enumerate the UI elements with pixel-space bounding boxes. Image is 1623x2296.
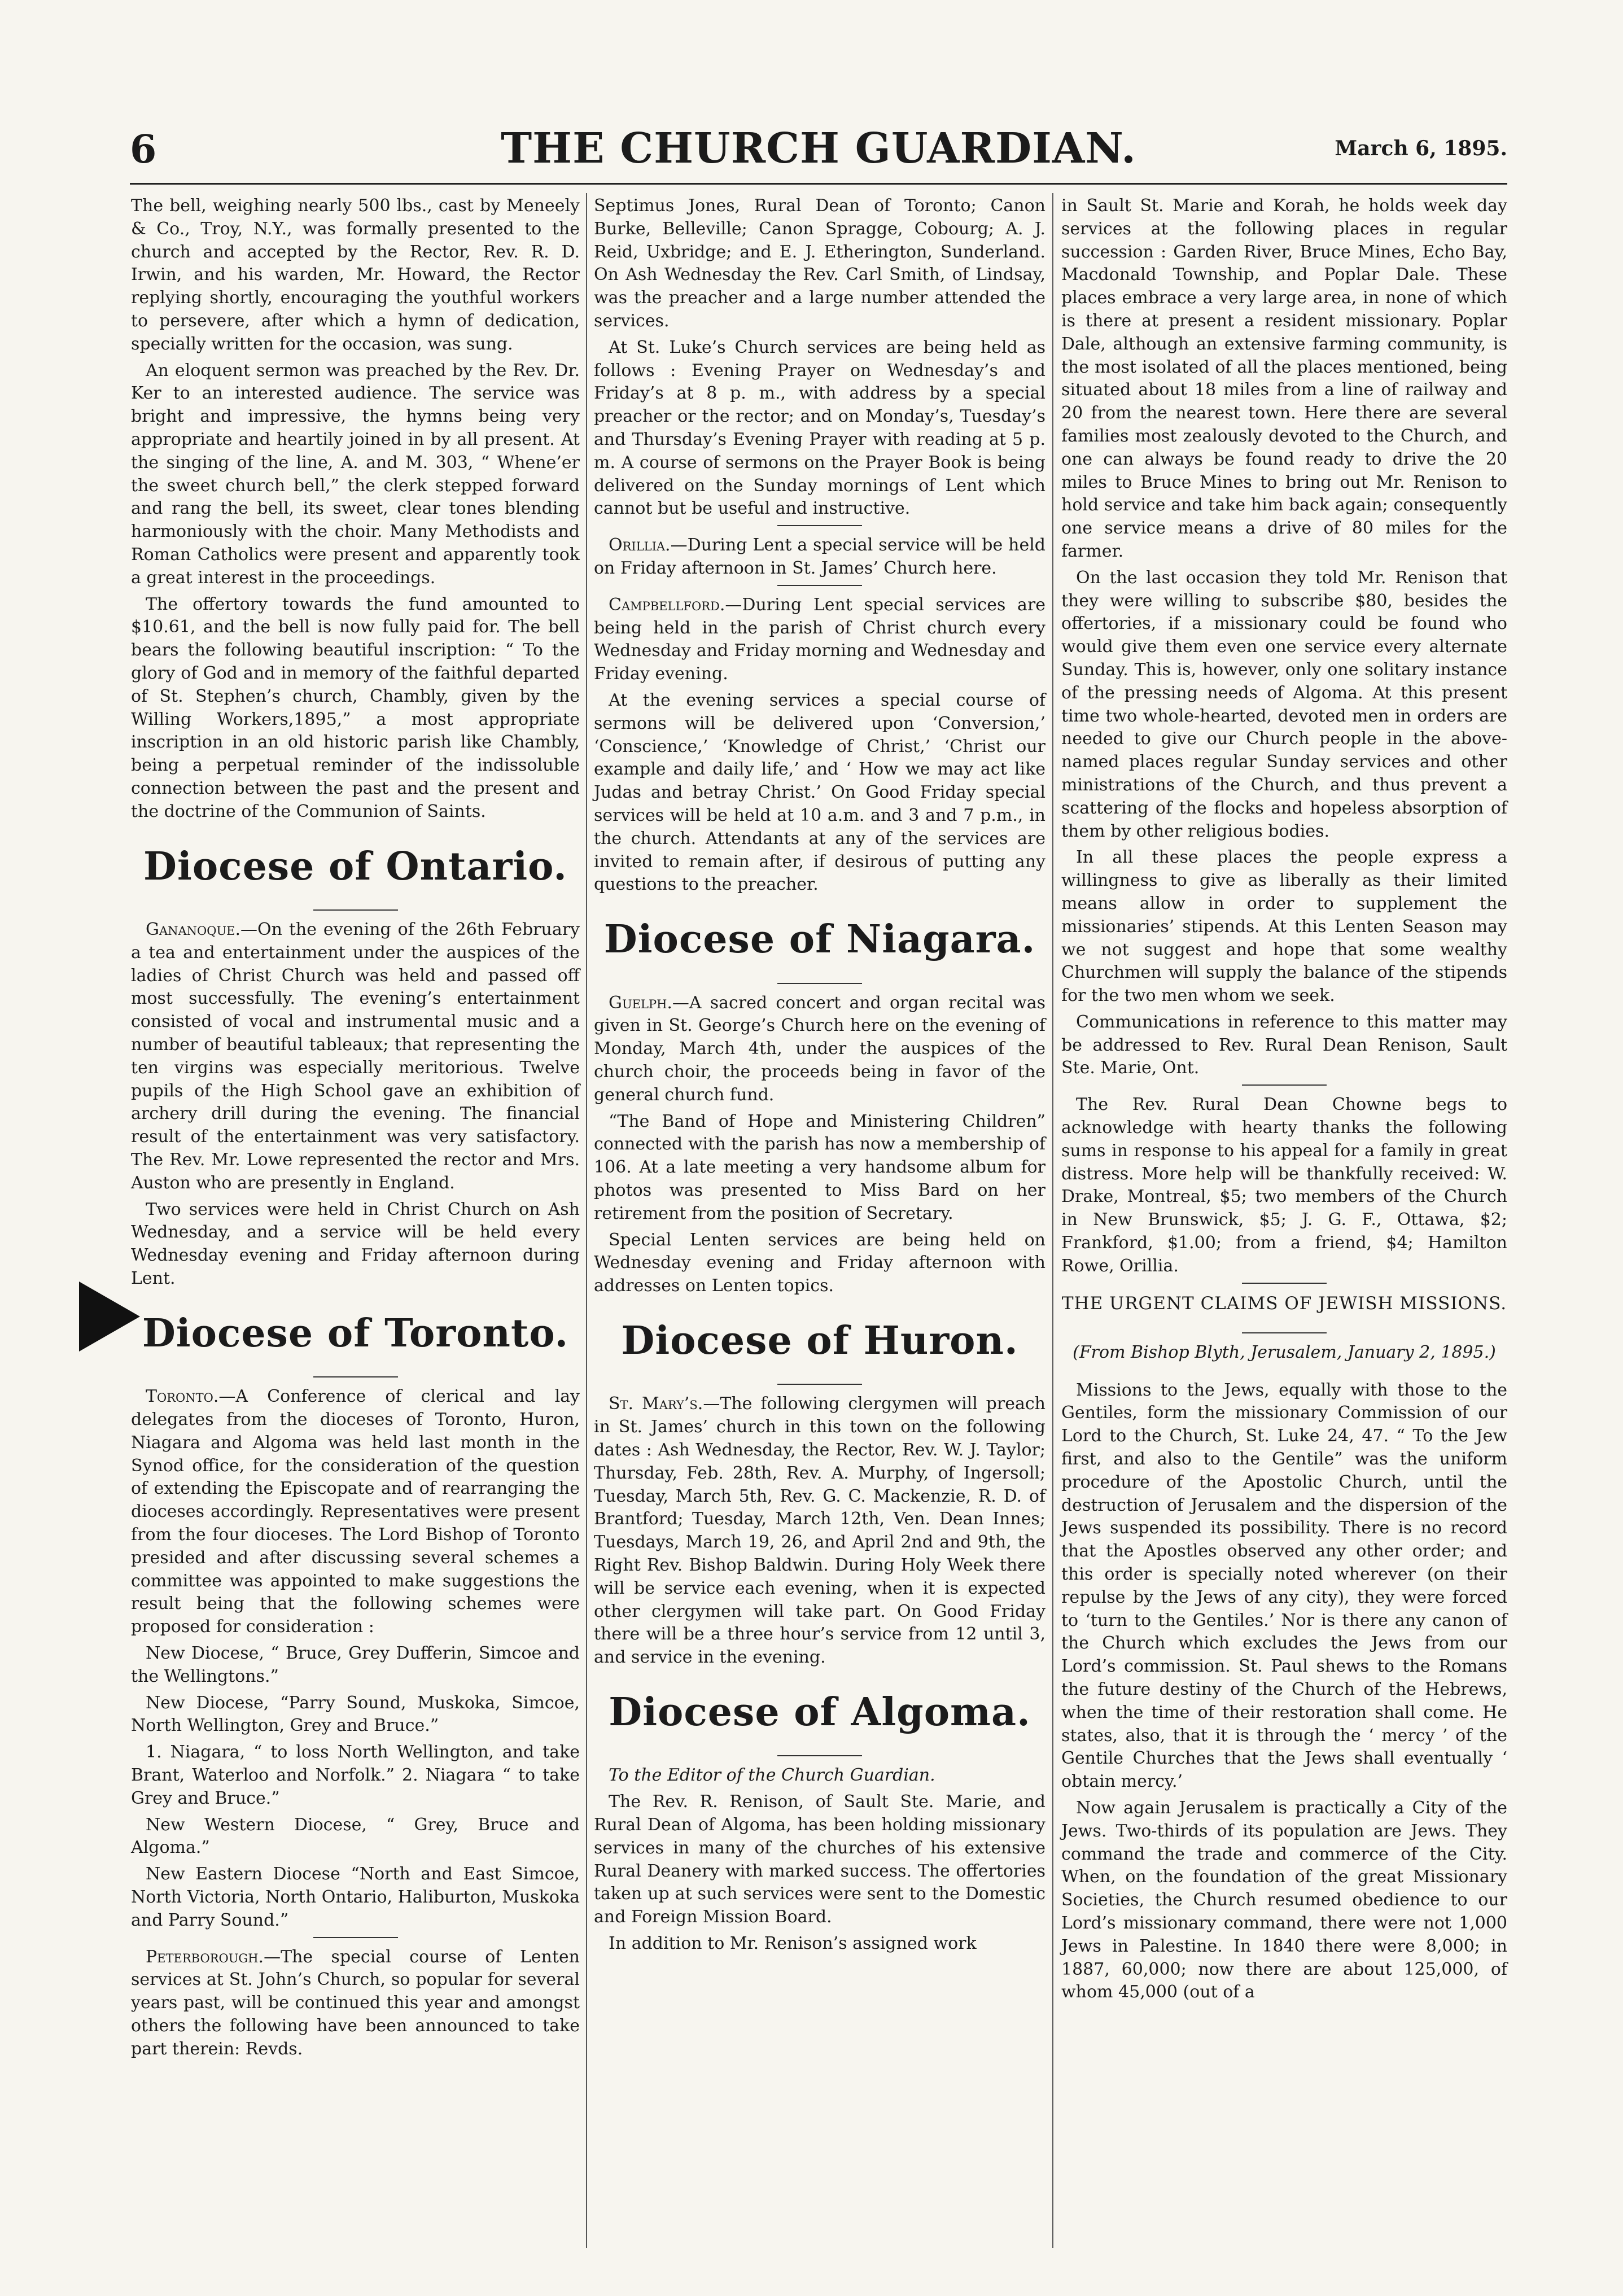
article-paragraph xyxy=(594,594,1045,686)
divider xyxy=(777,585,862,586)
divider xyxy=(1242,1332,1327,1333)
article-paragraph: “The Band of Hope and Ministering Children” connected with the parish has now a membership of 106. At a late meeting a very handsome album for photos was presented to Miss Bard on her retirement from the position of Secretary. xyxy=(594,1111,1045,1223)
article-paragraph: The bell, weighing nearly 500 lbs., cast by Meneely & Co., Troy, N.Y., was formally presented to the church and accepted by the Rector, Rev. R. D. Irwin, and his warden, Mr. Howard, the Rector replying shortly, encouraging the youthful workers to persevere, after which a hymn of dedication, specially written for the occasion, was sung. xyxy=(131,196,580,354)
article-paragraph: On the last occasion they told Mr. Renison that they were willing to subscribe $80, besides the offertories, if a missionary could be found who would give them even one service every alternate Sunday. This is, however, only one solitary instance of the pressing needs of Algoma. At this present time two whole-hearted, devoted men in orders are needed to give our Church people in the above-named places regular Sunday services and other ministrations of the Church, and thus prevent a scattering of the flocks and hopeless absorption of them by other religious bodies. xyxy=(1061,567,1507,841)
section-heading-niagara: Diocese of Niagara. xyxy=(603,917,1036,963)
article-paragraph xyxy=(131,1946,580,2061)
paragraph-text: —On the evening of the 26th February a tea and entertainment under the auspices of the ladies of Christ Church was held and passed off most successfully. The evening’s entertainment consisted of vocal and instrumental music and a number of beautiful tableaux; that representing the ten virgins was especially meritorious. Twelve pupils of the High School gave an exhibition of archery drill during the evening. The financial result of the entertainment was very satisfactory. The Rev. Mr. Lowe represented the rector and Mrs. Auston who are presently in England. xyxy=(131,919,580,1193)
dateline: St. Mary’s. xyxy=(609,1394,703,1414)
article-paragraph: The offertory towards the fund amounted to $10.61, and the bell is now fully paid for. The bell bears the following beautiful inscription: “ To the glory of God and in memory of the faithful departed of St. Stephen’s church, Chambly, given by the Willing Workers,1895,” a most appropriate inscription in an old historic parish like Chambly, being a perpetual reminder of the indissoluble connection between the past and the present and the doctrine of the Communion of Saints. xyxy=(131,594,580,821)
letter-salutation: To the Editor of the Church Guardian. xyxy=(609,1765,935,1786)
divider xyxy=(1242,1084,1327,1086)
column-divider-1 xyxy=(586,193,587,2248)
column-1 xyxy=(131,195,580,2065)
scheme-item: New Western Diocese, “ Grey, Bruce and Algoma.” xyxy=(131,1814,580,1858)
divider xyxy=(777,525,862,526)
newspaper-title: THE CHURCH GUARDIAN. xyxy=(501,124,1136,173)
article-paragraph: Missions to the Jews, equally with those to the Gentiles, form the missionary Commission of our Lord to the Church, St. Luke 24, 47. “ To the Jew first, and also to the Gentile” was the uniform procedure of the Apostolic Church, until the destruction of Jerusalem and the dispersion of the Jews suspended its possibility. There is no record that the Apostles observed any other order; and this order is specially noted wherever (on their repulse by the Jews of any city), they were forced to ‘turn to the Gentiles.’ Nor is there any canon of the Church which excludes the Jews from our Lord’s commission. St. Paul shews to the Romans the future destiny of the Church of the Hebrews, when the time of their restoration shall come. He states, also, that it is through the ‘ mercy ’ of the Gentile Churches that the Jews shall eventually ‘ obtain mercy.’ xyxy=(1061,1380,1507,1792)
column-divider-2 xyxy=(1052,193,1053,2248)
divider xyxy=(313,1937,398,1938)
dateline: Orillia. xyxy=(609,535,671,556)
column-3 xyxy=(1061,195,1507,2008)
article-paragraph: Communications in reference to this matter may be addressed to Rev. Rural Dean Renison, Sault Ste. Marie, Ont. xyxy=(1061,1012,1507,1078)
divider xyxy=(313,909,398,911)
article-paragraph: in Sault St. Marie and Korah, he holds week day services at the following places in regular succession : Garden River, Bruce Mines, Echo Bay, Macdonald Township, and Poplar Dale. These places embrace a very large area, in none of which is there at present a resident missionary. Poplar Dale, although an extensive farming community, is the most isolated of all the places mentioned, being situated about 18 miles from a line of railway and 20 from the nearest town. Here there are several families most zealously devoted to the Church, and one can always be found ready to drive the 20 miles to Bruce Mines to bring out Mr. Renison to hold service and take him back again; consequently one service means a drive of 80 miles for the farmer. xyxy=(1061,196,1507,561)
article-heading-jewish-missions: THE URGENT CLAIMS OF JEWISH MISSIONS. xyxy=(1061,1293,1507,1314)
section-heading-toronto: Diocese of Toronto. xyxy=(142,1310,569,1356)
scheme-item: 1. Niagara, “ to loss North Wellington, and take Brant, Waterloo and Norfolk.” 2. Niagara “ to take Grey and Bruce.” xyxy=(131,1742,580,1808)
dateline: Toronto. xyxy=(146,1387,219,1407)
article-paragraph: In all these places the people express a willingness to give as liberally as their limited means allow in order to supplement the missionaries’ stipends. At this Lenten Season may we not suggest and hope that some wealthy Churchmen will supply the balance of the stipends for the two men whom we seek. xyxy=(1061,847,1507,1006)
article-paragraph: In addition to Mr. Renison’s assigned work xyxy=(609,1934,977,1954)
column-2 xyxy=(594,195,1045,1959)
paragraph-text: —The following clergymen will preach in St. James’ church in this town on the following dates : Ash Wednesday, the Rector, Rev. W. J. Taylor; Thursday, Feb. 28th, Rev. A. Murphy, of Ingersoll; Tuesday, March 5th, Rev. G. C. Mackenzie, R. D. of Brantford; Tuesday, March 12th, Ven. Dean Innes; Tuesdays, March 19, 26, and April 2nd and 9th, the Right Rev. Bishop Baldwin. During Holy Week there will be service each evening, when it is expected other clergymen will take part. On Good Friday there will be a three hour’s service from 12 until 3, and service in the evening. xyxy=(594,1394,1045,1668)
article-paragraph xyxy=(131,919,580,1195)
page-header xyxy=(130,124,1507,186)
divider xyxy=(313,1376,398,1377)
dateline: Guelph. xyxy=(609,992,672,1013)
dateline: Campbellford. xyxy=(609,594,725,615)
page-number: 6 xyxy=(130,127,157,172)
article-paragraph: At the evening services a special course of sermons will be delivered upon ‘Conversion,’ ‘Conscience,’ ‘Knowledge of Christ,’ ‘Christ our example and daily life,’ and ‘ How we may act like Judas and betray Christ.’ On Good Friday special services will be held at 10 a.m. and 3 and 7 p.m., in the church. Attendants at any of the services are invited to remain after, if desirous of putting any questions to the preacher. xyxy=(594,690,1045,895)
article-paragraph: Special Lenten services are being held on Wednesday evening and Friday afternoon with addresses on Lenten topics. xyxy=(594,1230,1045,1296)
article-paragraph xyxy=(594,992,1045,1107)
scheme-item: New Diocese, “Parry Sound, Muskoka, Simcoe, North Wellington, Grey and Bruce.” xyxy=(131,1693,580,1736)
article-paragraph: An eloquent sermon was preached by the Rev. Dr. Ker to an interested audience. The service was bright and impressive, the hymns being very appropriate and heartily joined in by all present. At the singing of the line, A. and M. 303, “ Whene’er the sweet church bell,” the clerk stepped forward and rang the bell, its sweet, clear tones blending harmoniously with the choir. Many Methodists and Roman Catholics were present and apparently took a great interest in the proceedings. xyxy=(131,360,580,588)
article-paragraph: Two services were held in Christ Church on Ash Wednesday, and a service will be held every Wednesday evening and Friday afternoon during Lent. xyxy=(131,1199,580,1288)
article-paragraph: The Rev. Rural Dean Chowne begs to acknowledge with hearty thanks the following sums in response to his appeal for a family in great distress. More help will be thankfully received: W. Drake, Montreal, $5; two members of the Church in New Brunswick, $5; J. G. F., Ottawa, $2; Frankford, $1.00; from a friend, $4; Hamilton Rowe, Orillia. xyxy=(1061,1095,1507,1276)
divider xyxy=(777,1755,862,1756)
article-paragraph xyxy=(594,1393,1045,1669)
dateline: Peterborough. xyxy=(146,1947,264,1967)
section-heading-huron: Diocese of Huron. xyxy=(621,1318,1018,1363)
article-paragraph xyxy=(131,1385,580,1639)
divider xyxy=(777,983,862,984)
article-paragraph: Septimus Jones, Rural Dean of Toronto; Canon Burke, Belleville; Canon Spragge, Cobourg; A. J. Reid, Uxbridge; and E. J. Etherington, Sunderland. On Ash Wednesday the Rev. Carl Smith, of Lindsay, was the preacher and a large number attended the services. xyxy=(594,196,1045,331)
paragraph-text: —During Lent a special service will be held on Friday afternoon in St. James’ Church here. xyxy=(594,535,1045,578)
scheme-item: New Eastern Diocese “North and East Simcoe, North Victoria, North Ontario, Haliburton, Muskoka and Parry Sound.” xyxy=(131,1864,580,1930)
divider xyxy=(1242,1283,1327,1284)
dateline: Gananoque. xyxy=(146,919,241,939)
paragraph-text: —The special course of Lenten services at St. John’s Church, so popular for several years past, will be continued this year and amongst others the following have been announced to take part therein: Revds. xyxy=(131,1947,580,2059)
issue-date: March 6, 1895. xyxy=(1335,137,1507,160)
scheme-item: New Diocese, “ Bruce, Grey Dufferin, Simcoe and the Wellingtons.” xyxy=(131,1643,580,1686)
section-heading-ontario: Diocese of Ontario. xyxy=(143,843,567,889)
article-paragraph: Now again Jerusalem is practically a City of the Jews. Two-thirds of its population are Jews. They command the trade and commerce of the City. When, on the foundation of the great Missionary Societies, the Church resumed obedience to our Lord’s missionary command, there were not 1,000 Jews in Palestine. In 1840 there were 8,000; in 1887, 60,000; now there are about 125,000, of whom 45,000 (out of a xyxy=(1061,1798,1507,2002)
paragraph-text: —A Conference of clerical and lay delegates from the dioceses of Toronto, Huron, Niagara and Algoma was held last month in the Synod office, for the consideration of the question of extending the Episcopate and of rearranging the dioceses accordingly. Representatives were present from the four dioceses. The Lord Bishop of Toronto presided and after discussing several schemes a committee was appointed to make suggestions the result being that the following schemes were proposed for consideration : xyxy=(131,1387,580,1637)
header-rule xyxy=(130,183,1507,185)
article-source: (From Bishop Blyth, Jerusalem, January 2, 1895.) xyxy=(1073,1342,1496,1362)
paragraph-text: —During Lent special services are being held in the parish of Christ church every Wednesday and Friday morning and Wednesday and Friday evening. xyxy=(594,594,1045,684)
paragraph-text: —A sacred concert and organ recital was given in St. George’s Church here on the evening of Monday, March 4th, under the auspices of the church choir, the proceeds being in favor of the general church fund. xyxy=(594,992,1045,1105)
divider xyxy=(777,1384,862,1385)
article-paragraph: The Rev. R. Renison, of Sault Ste. Marie, and Rural Dean of Algoma, has been holding missionary services in many of the churches of his extensive Rural Deanery with marked success. The offertories taken up at such services were sent to the Domestic and Foreign Mission Board. xyxy=(594,1792,1045,1927)
section-heading-algoma: Diocese of Algoma. xyxy=(609,1689,1031,1735)
article-paragraph: At St. Luke’s Church services are being held as follows : Evening Prayer on Wednesday’s and Friday’s at 8 p. m., with address by a special preacher or the rector; and on Monday’s, Tuesday’s and Thursday’s Evening Prayer with reading at 5 p. m. A course of sermons on the Prayer Book is being delivered on the Sunday mornings of Lent which cannot but be useful and instructive. xyxy=(594,337,1045,519)
article-paragraph xyxy=(594,534,1045,580)
